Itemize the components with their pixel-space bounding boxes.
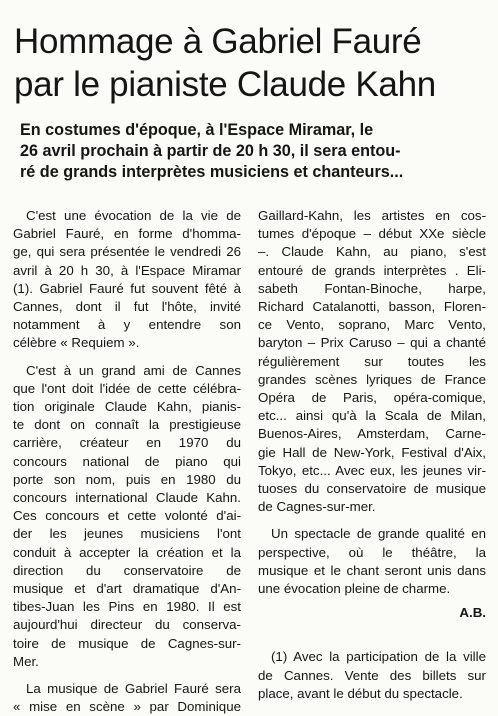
author-signature: A.B. xyxy=(459,605,486,621)
text-line: Un spectacle de grande qualité en xyxy=(271,526,486,542)
text-line: célèbre « Requiem ». xyxy=(13,335,140,351)
paragraph xyxy=(13,207,241,353)
subhead-line: ré de grands interprètes musiciens et chanteurs... xyxy=(20,163,404,181)
text-line: (1). Gabriel Fauré fut souvent fêté à xyxy=(13,280,241,296)
text-line: carrière, créateur en 1970 du xyxy=(13,435,241,451)
text-line: notamment à y entendre son xyxy=(13,317,241,333)
text-line: C'est une évocation de la vie de xyxy=(26,208,241,223)
headline-line: Hommage à Gabriel Fauré xyxy=(14,22,422,61)
text-line: que l'ont doit l'idée de cette célébra- xyxy=(13,380,241,396)
text-line: Ces concours et cette volonté d'ai- xyxy=(13,508,241,524)
text-line: entouré de grands interprètes . Eli- xyxy=(258,262,486,278)
text-line: concours international Claude Kahn. xyxy=(13,490,241,506)
text-line: der les jeunes musiciens l'ont xyxy=(13,526,241,542)
paragraph xyxy=(258,525,486,598)
paragraph xyxy=(258,207,486,516)
headline-line: par le pianiste Claude Kahn xyxy=(14,65,436,104)
text-line: Gabriel Fauré, en forme d'homma- xyxy=(13,226,241,242)
text-line: sabeth Fontan-Binoche, harpe, xyxy=(258,280,486,296)
text-line: conduit à accepter la création et la xyxy=(13,544,241,560)
text-line: Opéra de Paris, opéra-comique, xyxy=(258,390,486,406)
text-line: Richard Catalanotti, basson, Floren- xyxy=(258,299,486,315)
text-line: gie Hall de New-York, Festival d'Aix, xyxy=(258,444,486,460)
text-line: tion originale Claude Kahn, pianis- xyxy=(13,399,241,415)
text-line: « mise en scène » par Dominique xyxy=(13,699,241,715)
article-headline xyxy=(14,20,492,106)
subhead-line: 26 avril prochain à partir de 20 h 30, il sera entou- xyxy=(20,142,401,160)
text-line: Cannes, dont il fut l'hôte, invité xyxy=(13,299,241,315)
text-line: de Cagnes-sur-mer. xyxy=(258,499,376,515)
text-line: avril à 20 h 30, à l'Espace Miramar xyxy=(13,262,241,278)
text-line: porte son nom, puis en 1980 du xyxy=(13,471,241,487)
text-line: Buenos-Aires, Amsterdam, Carne- xyxy=(258,426,486,442)
text-line: musique et d'art dramatique d'An- xyxy=(13,581,241,597)
text-line: baryton – Prix Caruso – qui a chanté xyxy=(258,335,486,351)
text-line: toire de musique de Cagnes-sur- xyxy=(13,635,241,651)
text-line: tibes-Juan les Pins en 1980. Il est xyxy=(13,599,241,615)
subhead-line: En costumes d'époque, à l'Espace Miramar, le xyxy=(20,121,374,139)
text-line: place, avant le début du spectacle. xyxy=(258,685,463,701)
paragraph xyxy=(13,362,241,671)
article-column-right xyxy=(258,207,486,703)
text-line: grandes scènes lyriques de France xyxy=(258,371,486,387)
text-line: te dont on connaît la prestigieuse xyxy=(13,417,241,433)
text-line: de Cannes. Vente des billets sur xyxy=(258,667,486,683)
text-line: C'est à un grand ami de Cannes xyxy=(26,362,241,378)
text-line: Gaillard-Kahn, les artistes en cos- xyxy=(258,208,486,223)
text-line: ce Vento, soprano, Marc Vento, xyxy=(258,317,486,333)
text-line: régulièrement sur toutes les xyxy=(258,353,486,369)
text-line: une évocation pleine de charme. xyxy=(258,581,451,597)
text-line: direction du conservatoire de xyxy=(13,562,241,578)
text-line: ge, qui sera présentée le vendredi 26 xyxy=(13,244,241,260)
text-line: perspective, où le théâtre, la xyxy=(258,544,486,560)
text-line: –. Claude Kahn, au piano, s'est xyxy=(258,244,486,260)
text-line: La musique de Gabriel Fauré sera xyxy=(26,681,241,697)
article-subhead xyxy=(20,120,488,183)
text-line: Mer. xyxy=(13,653,39,669)
text-line: concours national de piano qui xyxy=(13,453,241,469)
text-line: Tokyo, etc... Avec eux, les jeunes vir- xyxy=(258,462,486,478)
text-line: etc... ainsi qu'à la Scala de Milan, xyxy=(258,408,486,424)
text-line: (1) Avec la participation de la ville xyxy=(271,649,486,665)
footnote xyxy=(258,648,486,703)
text-line: tumes d'époque – début XXe siècle xyxy=(258,226,486,242)
article-column-left xyxy=(13,207,241,716)
text-line: aujourd'hui directeur du conserva- xyxy=(13,617,241,633)
paragraph xyxy=(13,680,241,716)
text-line: musique et le chant seront unis dans xyxy=(258,562,486,578)
text-line: tuoses du conservatoire de musique xyxy=(258,481,486,497)
